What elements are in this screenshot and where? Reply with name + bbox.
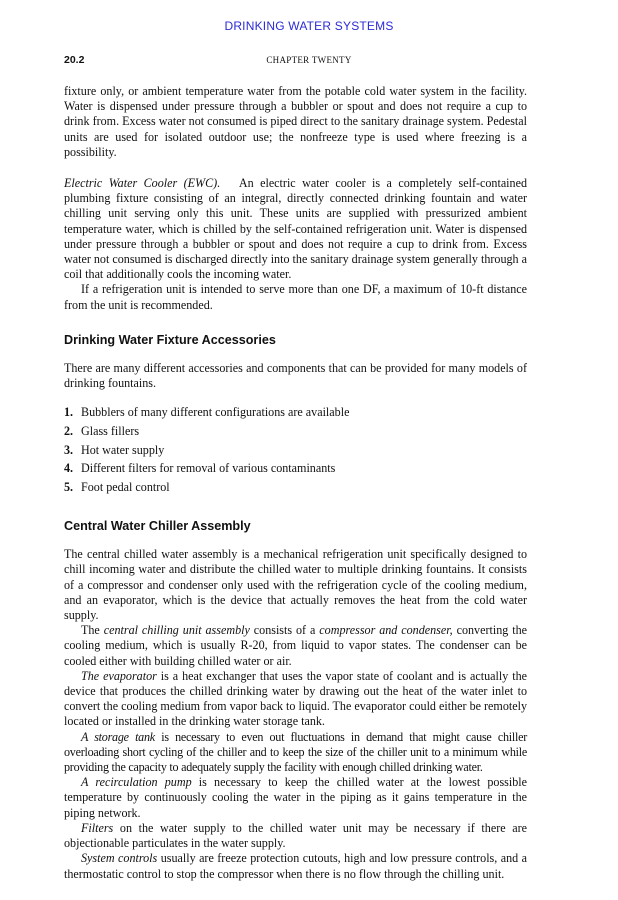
chiller-paragraph-assembly [64,623,527,669]
chiller-paragraph-evaporator [64,669,527,730]
list-item [64,480,527,495]
term-recirculation-pump: A recirculation pump [81,775,192,790]
ewc-note: If a refrigeration unit is intended to serve more than one DF, a maximum of 10-ft distance from the unit is recommended. [64,282,527,312]
text-run: is a heat exchanger that uses the vapor state of coolant and is actually the device that produces the chilled drinking water by drawing out the heat of the water inlet to convert the cooling medium from vapor back to liquid. The evaporator could either be remotely located or installed in the drinking water storage tank. [64,668,527,729]
chiller-paragraph-filters [64,821,527,851]
page-number: 20.2 [64,54,85,66]
term-system-controls: System controls [81,851,158,866]
list-item-number: 3. [64,442,74,457]
ewc-body: An electric water cooler is a completely self-contained plumbing fixture consisting of an integral, directly connected drinking fountain and water chilling unit serving only this unit. These units are supplied with pressurized ambient temperature water, which is chilled by the self-contained refrigeration unit. Water is dispensed under pressure through a bubbler or spout and does not require a cup to drink from. Excess water not consumed is discharged directly into the sanitary drainage system generally through a coil that additionally cools the incoming water. [64,176,528,282]
text-run: The [81,623,100,638]
running-head: DRINKING WATER SYSTEMS [224,19,394,33]
chiller-paragraph-storage-tank [64,730,527,776]
chapter-label: CHAPTER TWENTY [266,55,352,65]
intro-paragraph: fixture only, or ambient temperature water from the potable cold water system in the facility. Water is dispensed under pressure through a bubbler or spout and does not require a cup to drink from. Excess water not consumed is piped direct to the sanitary drainage system. Pedestal units are used for isolated outdoor use; the nonfreeze type is used where freezing is a possibility. [64,84,527,159]
list-item-number: 4. [64,461,74,476]
list-item [64,405,527,420]
list-item-text: Foot pedal control [81,479,170,494]
list-item [64,424,527,439]
accessories-intro: There are many different accessories and components that can be provided for many models of drinking fountains. [64,361,527,391]
list-item-number: 2. [64,424,74,439]
list-item-text: Hot water supply [81,442,165,457]
list-item-number: 1. [64,405,74,420]
accessories-heading: Drinking Water Fixture Accessories [64,332,276,347]
list-item [64,443,527,458]
list-item-text: Different filters for removal of various contaminants [81,461,336,476]
chiller-paragraph-recirculation-pump [64,775,527,821]
term-compressor-condenser: compressor and condenser, [319,623,453,638]
text-run: consists of a [253,623,316,638]
text-run: is necessary to even out fluctuations in demand that might cause chiller overloading short cycling of the chiller and to keep the size of the chiller unit to a minimum while providing the capacity to adequately supply the facility with enough chilled drinking water. [64,729,527,775]
ewc-paragraph [64,176,527,282]
text-run: on the water supply to the chilled water unit may be necessary if there are objectionable particulates in the water supply. [64,820,527,851]
chiller-intro: The central chilled water assembly is a mechanical refrigeration unit specifically designed to chill incoming water and distribute the chilled water to multiple drinking fountains. It consists of a compressor and condenser only used with the refrigeration cycle of the cooling medium, and an evaporator, which is the device that actually removes the heat from the cold water supply. [64,547,527,623]
page-body [64,84,527,882]
term-filters: Filters [81,820,114,835]
chiller-heading: Central Water Chiller Assembly [64,519,251,534]
list-item-text: Glass fillers [81,424,140,439]
list-item [64,461,527,476]
chiller-paragraph-system-controls [64,851,527,881]
term-storage-tank: A storage tank [81,729,155,744]
text-run: is necessary to keep the chilled water at the lowest possible temperature by continuously cooling the water in the piping as it gains temperature in the piping network. [64,775,527,820]
text-run: converting the cooling medium, which is usually R-20, from liquid to vapor states. The condenser can be cooled either with building chilled water or air. [64,623,527,668]
term-evaporator: The evaporator [81,668,157,683]
list-item-number: 5. [64,479,74,494]
text-run: usually are freeze protection cutouts, high and low pressure controls, and a thermostatic control to stop the compressor when there is no flow through the chilling unit. [64,851,527,881]
ewc-term: Electric Water Cooler (EWC). [64,176,221,191]
list-item-text: Bubblers of many different configurations are available [81,405,350,420]
accessories-list [64,405,527,495]
term-central-chilling-unit: central chilling unit assembly [103,623,250,638]
